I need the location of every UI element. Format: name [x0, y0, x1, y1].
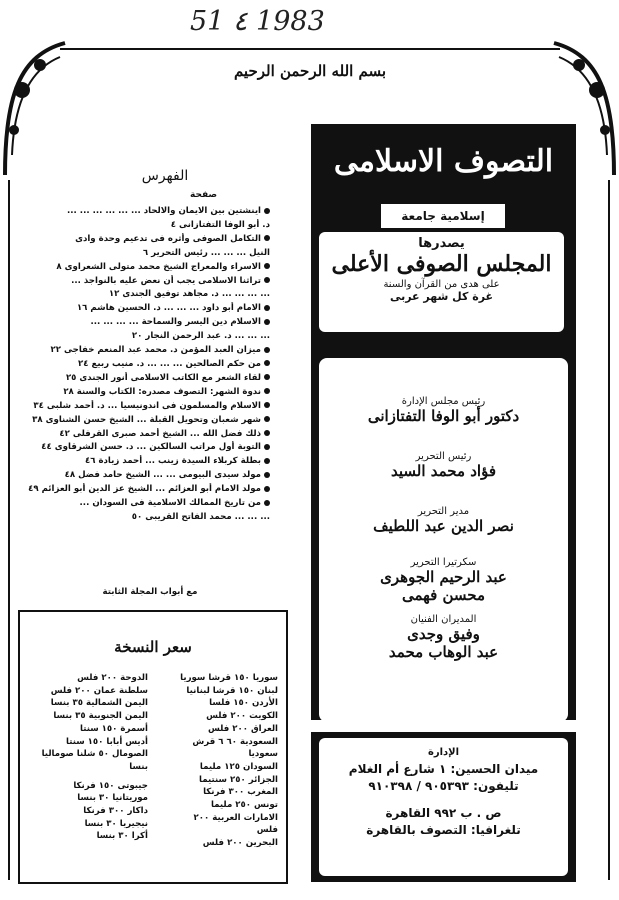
- bullet-icon: [264, 458, 270, 464]
- price-line: موريتانيا ٣٠ بنسا: [77, 793, 148, 804]
- index-entry: شهر شعبان وتحويل القبلة ... الشيخ حسن الشناوى ٣٨: [22, 414, 270, 428]
- bullet-icon: [264, 388, 270, 394]
- index-entry: تراثنا الاسلامى يجب أن نعض عليه بالنواجذ ...: [22, 275, 270, 289]
- index-entry: الاسراء والمعراج الشيخ محمد متولى الشعراوى ٨: [22, 261, 270, 275]
- price-line: اليمن الشمالية ٣٥ بنسا: [50, 698, 148, 709]
- price-line: البحرين ٢٠٠ فلس: [202, 838, 278, 849]
- price-line: سعوديا: [248, 749, 278, 760]
- index-entry: ندوة الشهر: التصوف مصدره: الكتاب والسنة ٢٨: [22, 386, 270, 400]
- price-line: الدوحة ٢٠٠ فلس: [77, 673, 148, 683]
- index-entry: د. أبو الوفا التفتازانى ٤: [170, 219, 270, 230]
- index-entry: الامام أبو داود ... ... ... د. الحسين هاشم ١٦: [22, 302, 270, 316]
- staff-name: دكتور أبو الوفا التفتازانى: [367, 407, 520, 425]
- bullet-icon: [264, 472, 270, 478]
- price-line: السودان ١٢٥ مليما: [199, 761, 278, 772]
- index-title: الفهرس: [141, 168, 189, 184]
- price-line: الامارات العربية ٢٠٠: [193, 812, 278, 823]
- index-entry: ميزان العبد المؤمن د. محمد عبد المنعم خفاجى ٢٢: [22, 344, 270, 358]
- index-entry: النيل ... ... ... رئيس التحرير ٦: [142, 247, 270, 258]
- index-entry: من تاريخ الممالك الاسلامية فى السودان ...: [22, 497, 270, 511]
- bullet-icon: [264, 430, 270, 436]
- bullet-icon: [264, 444, 270, 450]
- ornament-left-icon: [0, 35, 70, 185]
- staff-panel: [319, 358, 568, 722]
- index-entry: مولد سيدى البيومى ... ... الشيخ حامد فضل ٤٨: [22, 469, 270, 483]
- price-line: الصومال ٥٠ شلنا صوماليا: [41, 749, 148, 760]
- staff-name: فؤاد محمد السيد: [391, 462, 496, 480]
- price-line: الجزائر ٢٥٠ سنتيما: [199, 774, 278, 785]
- price-line: أكرا ٣٠ بنسا: [96, 831, 148, 842]
- bullet-icon: [264, 402, 270, 408]
- price-line: بنسا: [129, 761, 148, 772]
- index-entry: لقاء الشعر مع الكاتب الاسلامى أنور الجندى ٢٥: [22, 372, 270, 386]
- price-box: [18, 610, 288, 884]
- handwritten-reference: 51 ٤ 1983: [190, 6, 325, 37]
- admin-box: [311, 732, 576, 882]
- price-line: سوريا ١٥٠ قرشا سوريا: [180, 673, 278, 683]
- publisher-prefix: يصدرها: [418, 236, 465, 251]
- right-border-line: [608, 180, 610, 880]
- index-entry: ... ... ... ... د. مجاهد توفيق الجندى ١٢: [108, 289, 270, 300]
- admin-telegraph: تلغرافيا: التصوف بالقاهرة: [366, 823, 521, 837]
- price-line: الأردن ١٥٠ فلسا: [209, 698, 278, 709]
- magazine-tagline: إسلامية جامعة: [381, 204, 505, 228]
- index-entry: ذلك فضل الله ... الشيخ أحمد صبرى القرفلى ٤٢: [22, 428, 270, 442]
- staff-column: [311, 340, 576, 720]
- bullet-icon: [264, 235, 270, 241]
- staff-name: وفيق وجدى: [407, 625, 480, 643]
- admin-heading: الإدارة: [427, 747, 460, 758]
- index-entry: ... ... ... محمد الفاتح القريبى ٥٠: [131, 511, 270, 522]
- bullet-icon: [264, 347, 270, 353]
- price-line: فلس: [256, 825, 278, 836]
- index-entry: ... ... ... د. عبد الرحمن النجار ٢٠: [131, 331, 270, 342]
- bullet-icon: [264, 416, 270, 422]
- admin-address: ميدان الحسين: ١ شارع أم الغلام: [348, 762, 539, 776]
- magazine-title: التصوف الاسلامى: [333, 144, 554, 179]
- bullet-icon: [264, 208, 270, 214]
- publisher-panel: [319, 232, 564, 332]
- price-title: سعر النسخة: [114, 638, 192, 656]
- bullet-icon: [264, 263, 270, 269]
- staff-name: محسن فهمى: [402, 586, 485, 604]
- staff-name: عبد الرحيم الجوهرى: [380, 568, 507, 586]
- bullet-icon: [264, 486, 270, 492]
- index-entry: اينشتين بين الايمان والالحاد ... ... ... ... ... ...: [22, 205, 270, 219]
- frequency-line: غرة كل شهر عربى: [389, 290, 494, 303]
- price-column-right: [158, 672, 278, 850]
- guidance-line: على هدى من القرآن والسنة: [383, 279, 500, 290]
- basmala: بسم الله الرحمن الرحيم: [233, 62, 387, 80]
- index-page-label: صفحة: [190, 190, 218, 200]
- admin-panel: [319, 738, 568, 876]
- price-line: أسمرة ١٥٠ سنتا: [79, 723, 148, 734]
- price-line: المغرب ٣٠٠ فرنكا: [203, 787, 278, 798]
- staff-role: رئيس التحرير: [415, 451, 472, 462]
- index-entry: من حكم الصالحين ... ... ... د. منيب ربيع ٢٤: [22, 358, 270, 372]
- price-line: سلطنة عمان ٢٠٠ فلس: [50, 685, 148, 696]
- index-list: [22, 205, 270, 525]
- price-line: العراق ٢٠٠ فلس: [207, 723, 278, 734]
- price-line: داكار ٣٠٠ فرنكا: [83, 806, 148, 817]
- index-footnote: مع أبواب المجلة الثابتة: [102, 587, 198, 597]
- price-line: اليمن الجنوبية ٣٥ بنسا: [53, 711, 148, 722]
- publisher-name: المجلس الصوفى الأعلى: [331, 251, 552, 277]
- staff-role: رئيس مجلس الإدارة: [401, 396, 486, 407]
- admin-pobox: ص . ب ٩٩٢ القاهرة: [385, 806, 502, 820]
- price-line: لبنان ١٥٠ قرشا لبنانيا: [186, 685, 278, 696]
- price-line: جيبوتى ١٥٠ فرنكا: [73, 780, 148, 791]
- staff-role: سكرتيرا التحرير: [410, 557, 477, 568]
- index-entry: بطلة كربلاء السيدة زينب ... أحمد زيادة ٤٦: [22, 455, 270, 469]
- bullet-icon: [264, 374, 270, 380]
- bullet-icon: [264, 305, 270, 311]
- top-border-line: [60, 48, 560, 50]
- staff-name: نصر الدين عبد اللطيف: [373, 517, 514, 535]
- index-entry: مولد الامام أبو العزائم ... الشيخ عز الدين أبو العزائم ٤٩: [22, 483, 270, 497]
- price-line: أديس أبابا ١٥٠ سنتا: [65, 736, 148, 747]
- index-entry: الاسلام دين اليسر والسماحة ... ... ... ...: [22, 316, 270, 330]
- bullet-icon: [264, 360, 270, 366]
- index-entry: التوبة أول مراتب السالكين ... د. حسن الشرقاوى ٤٤: [22, 441, 270, 455]
- index-entry: الاسلام والمسلمون فى اندونيسيا ... د. أحمد شلبى ٣٤: [22, 400, 270, 414]
- masthead: [311, 124, 576, 340]
- index-entry: التكامل الصوفى وأثره فى تدعيم وحدة وادى: [22, 233, 270, 247]
- price-line: تونس ٢٥٠ مليما: [210, 800, 278, 811]
- bullet-icon: [264, 500, 270, 506]
- admin-phone: تليفون: ٩٠٥٣٩٣ / ٩١٠٣٩٨: [368, 779, 519, 793]
- staff-role: مدير التحرير: [417, 506, 470, 517]
- price-column-left: [28, 672, 148, 843]
- bullet-icon: [264, 319, 270, 325]
- price-line: الكويت ٢٠٠ فلس: [206, 711, 278, 722]
- price-line: السعودية ٦٠ ٦ قرش: [192, 736, 278, 747]
- price-line: نيجيريا ٣٠ بنسا: [84, 818, 148, 829]
- left-border-line: [8, 180, 10, 880]
- staff-name: عبد الوهاب محمد: [388, 643, 499, 661]
- staff-role: المديران الفنيان: [410, 614, 477, 625]
- bullet-icon: [264, 277, 270, 283]
